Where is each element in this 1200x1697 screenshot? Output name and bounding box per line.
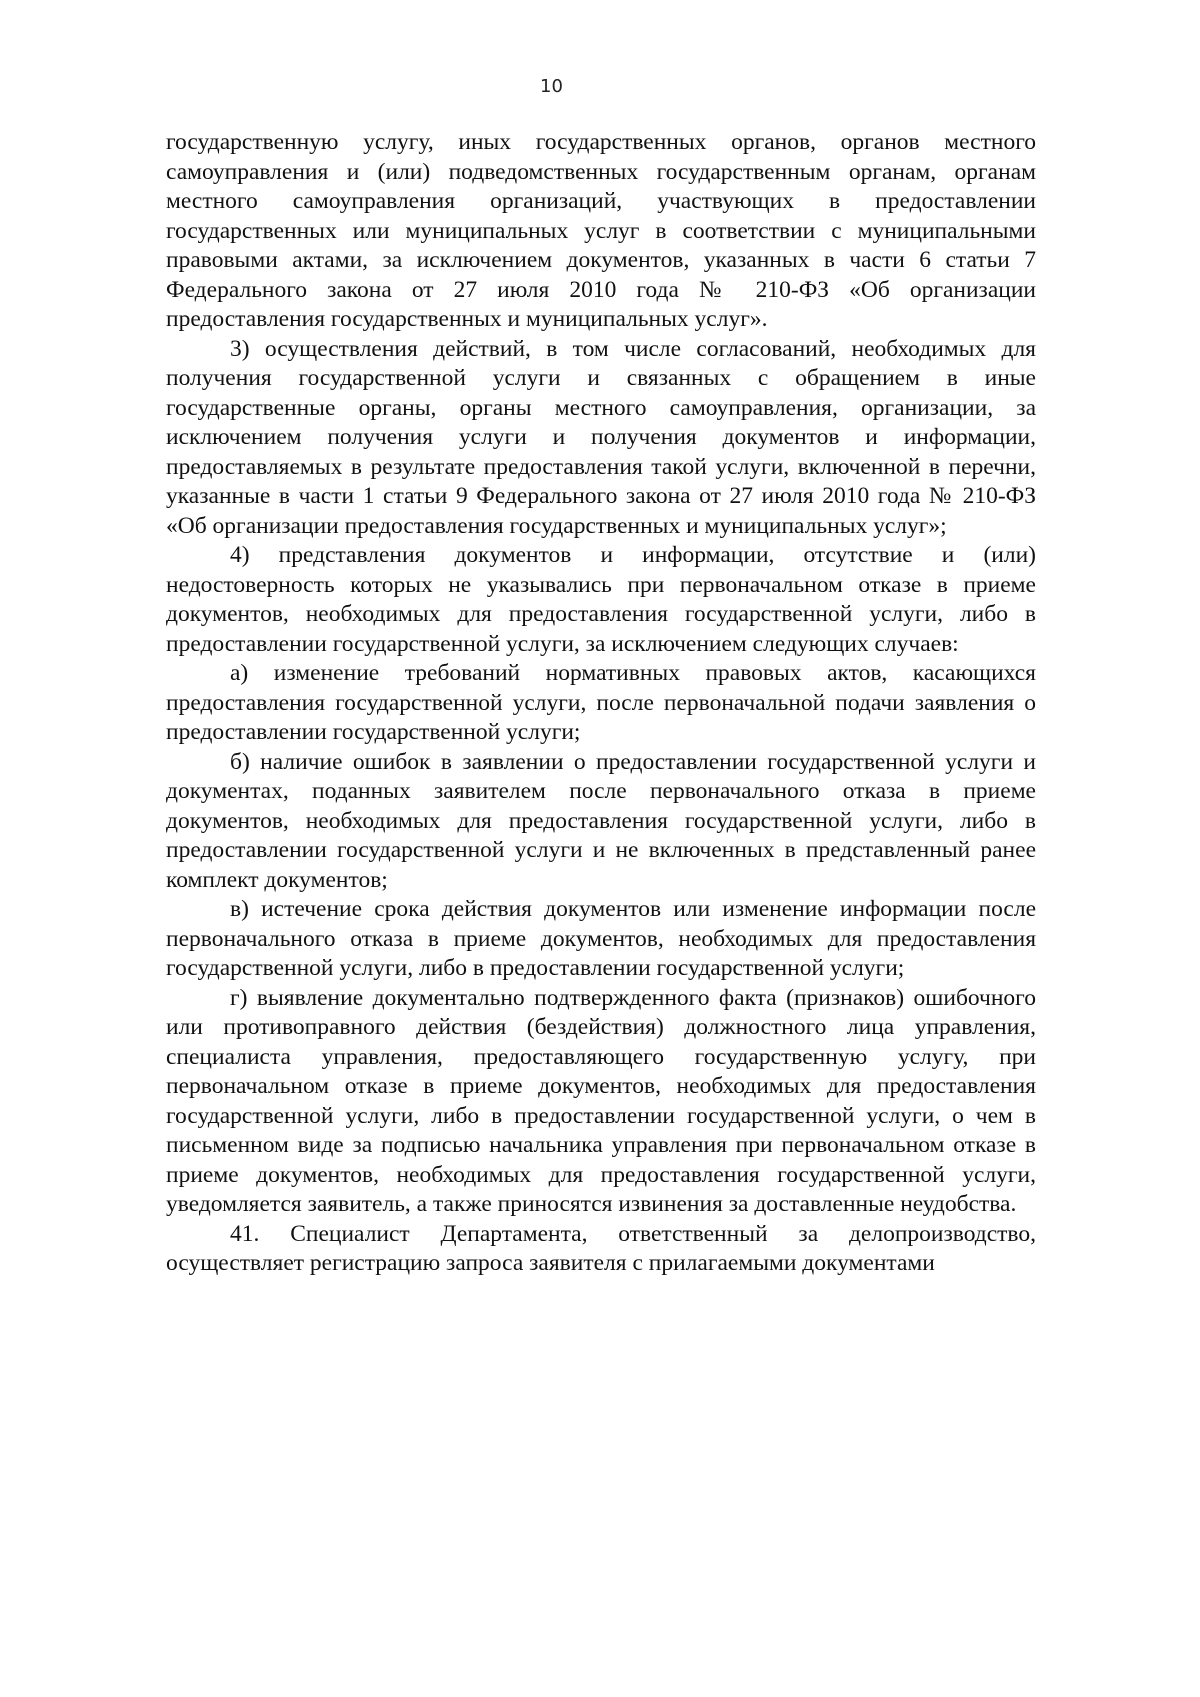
- paragraph-item-4b: б) наличие ошибок в заявлении о предоставлении государственной услуги и документах, поданных заявителем после первоначального отказа в приеме документов, необходимых для предоставления государственной услуги, либо в предоставлении государственной услуги и не включенных в представленный ранее комплект документов;: [166, 748, 1036, 893]
- document-body: [166, 128, 1036, 1279]
- paragraph-item-4: 4) представления документов и информации, отсутствие и (или) недостоверность которых не указывались при первоначальном отказе в приеме документов, необходимых для предоставления государственной услуги, либо в предоставлении государственной услуги, за исключением следующих случаев:: [166, 542, 1036, 657]
- page-number: 10: [540, 76, 563, 97]
- paragraph-continuation: государственную услугу, иных государственных органов, органов местного самоуправления и (или) подведомственных государственным органам, органам местного самоуправления организаций, участвующих в предоставлении государственных или муниципальных услуг в соответствии с муниципальными правовыми актами, за исключением документов, указанных в части 6 статьи 7 Федерального закона от 27 июля 2010 года № 210-ФЗ «Об организации предоставления государственных и муниципальных услуг».: [166, 129, 1036, 332]
- paragraph-item-3: 3) осуществления действий, в том числе согласований, необходимых для получения государственной услуги и связанных с обращением в иные государственные органы, органы местного самоуправления, организации, за исключением получения услуги и получения документов и информации, предоставляемых в результате предоставления такой услуги, включенной в перечни, указанные в части 1 статьи 9 Федерального закона от 27 июля 2010 года № 210-ФЗ «Об организации предоставления государственных и муниципальных услуг»;: [166, 335, 1036, 539]
- paragraph-item-41: 41. Специалист Департамента, ответственный за делопроизводство, осуществляет регистрацию запроса заявителя с прилагаемыми документами: [166, 1220, 1036, 1276]
- paragraph-item-4v: в) истечение срока действия документов или изменение информации после первоначального отказа в приеме документов, необходимых для предоставления государственной услуги, либо в предоставлении государственной услуги;: [166, 896, 1036, 981]
- paragraph-item-4a: а) изменение требований нормативных правовых актов, касающихся предоставления государственной услуги, после первоначальной подачи заявления о предоставлении государственной услуги;: [166, 660, 1036, 745]
- paragraph-item-4g: г) выявление документально подтвержденного факта (признаков) ошибочного или противоправного действия (бездействия) должностного лица управления, специалиста управления, предоставляющего государственную услугу, при первоначальном отказе в приеме документов, необходимых для предоставления государственной услуги, либо в предоставлении государственной услуги, о чем в письменном виде за подписью начальника управления при первоначальном отказе в приеме документов, необходимых для предоставления государственной услуги, уведомляется заявитель, а также приносятся извинения за доставленные неудобства.: [166, 984, 1036, 1217]
